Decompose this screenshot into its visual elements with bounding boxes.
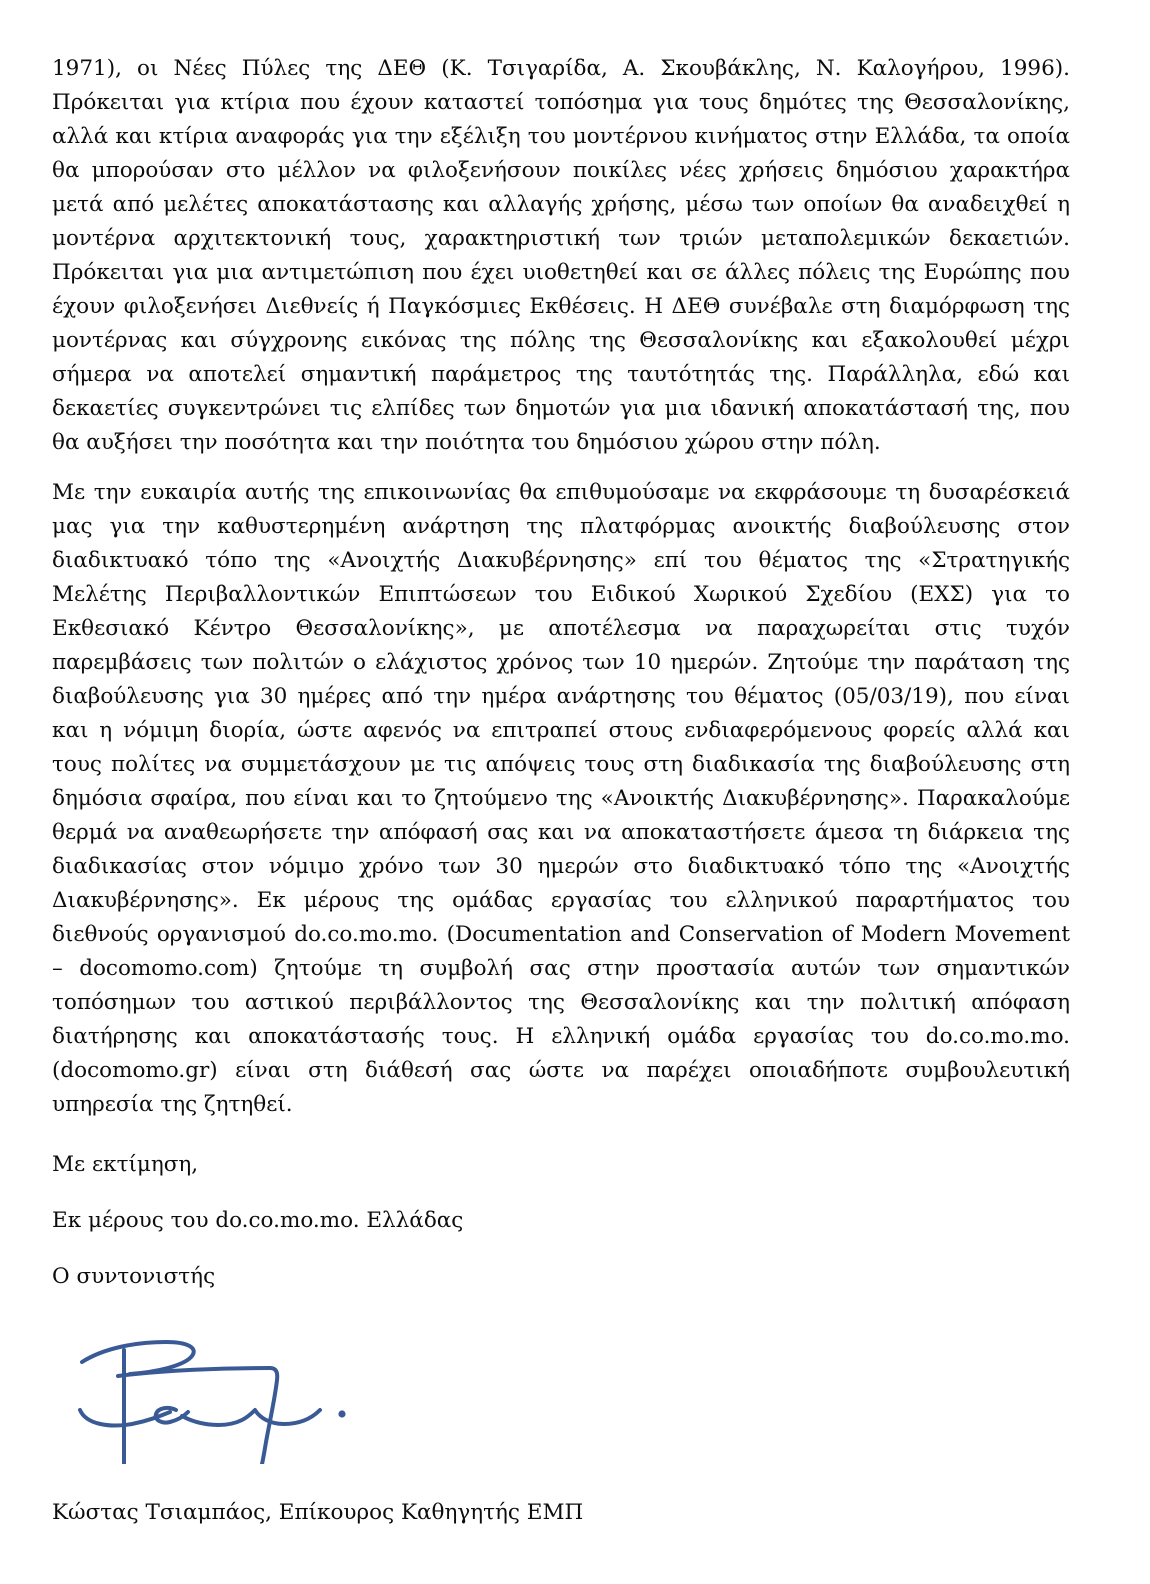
body-paragraph-2: Με την ευκαιρία αυτής της επικοινωνίας θα επιθυμούσαμε να εκφράσουμε τη δυσαρέσκειά μας για την καθυστερημένη ανάρτηση της πλατφόρμας ανοικτής διαβούλευσης στον διαδικτυακό τόπο της «Ανοιχτής Διακυβέρνησης» επί του θέματος της «Στρατηγικής Μελέτης Περιβαλλοντικών Επιπτώσεων του Ειδικού Χωρικού Σχεδίου (ΕΧΣ) για το Εκθεσιακό Κέντρο Θεσσαλονίκης», με αποτέλεσμα να παραχωρείται στις τυχόν παρεμβάσεις των πολιτών ο ελάχιστος χρόνος των 10 ημερών. Ζητούμε την παράταση της διαβούλευσης για 30 ημέρες από την ημέρα ανάρτησης του θέματος (05/03/19), που είναι και η νόμιμη διορία, ώστε αφενός να επιτραπεί στους ενδιαφερόμενους φορείς αλλά και τους πολίτες να συμμετάσχουν με τις απόψεις τους στη διαδικασία της διαβούλευσης στη δημόσια σφαίρα, που είναι και το ζητούμενο της «Ανοικτής Διακυβέρνησης». Παρακαλούμε θερμά να αναθεωρήσετε την απόφασή σας και να αποκαταστήσετε άμεσα τη διάρκεια της διαδικασίας στον νόμιμο χρόνο των 30 ημερών στο διαδικτυακό τόπο της «Ανοιχτής Διακυβέρνησης». Εκ μέρους της ομάδας εργασίας του ελληνικού παραρτήματος του διεθνούς οργανισμού do.co.mo.mo. (Documentation and Conservation of Modern Movement – docomomo.com) ζητούμε τη συμβολή σας στην προστασία αυτών των σημαντικών τοπόσημων του αστικού περιβάλλοντος της Θεσσαλονίκης και την πολιτική απόφαση διατήρησης και αποκατάστασής τους. Η ελληνική ομάδα εργασίας του do.co.mo.mo. (docomomo.gr) είναι στη διάθεσή σας ώστε να παρέχει οποιαδήποτε συμβουλευτική υπηρεσία της ζητηθεί.: [52, 480, 1070, 1117]
signer-name-line: Κώστας Τσιαμπάος, Επίκουρος Καθηγητής ΕΜΠ: [52, 1500, 584, 1525]
handwritten-signature-icon: [74, 1324, 374, 1464]
signature-area: [52, 1324, 1070, 1474]
role-line: Ο συντονιστής: [52, 1264, 216, 1289]
document-body: [52, 52, 1070, 1530]
valediction-line: Με εκτίμηση,: [52, 1152, 199, 1177]
body-paragraph-1: 1971), οι Νέες Πύλες της ΔΕΘ (Κ. Τσιγαρίδα, Α. Σκουβάκλης, Ν. Καλογήρου, 1996). Πρόκειται για κτίρια που έχουν καταστεί τοπόσημα για τους δημότες της Θεσσαλονίκης, αλλά και κτίρια αναφοράς για την εξέλιξη του μοντέρνου κινήματος στην Ελλάδα, τα οποία θα μπορούσαν στο μέλλον να φιλοξενήσουν ποικίλες νέες χρήσεις δημόσιου χαρακτήρα μετά από μελέτες αποκατάστασης και αλλαγής χρήσης, μέσω των οποίων θα αναδειχθεί η μοντέρνα αρχιτεκτονική τους, χαρακτηριστική των τριών μεταπολεμικών δεκαετιών. Πρόκειται για μια αντιμετώπιση που έχει υιοθετηθεί και σε άλλες πόλεις της Ευρώπης που έχουν φιλοξενήσει Διεθνείς ή Παγκόσμιες Εκθέσεις. Η ΔΕΘ συνέβαλε στη διαμόρφωση της μοντέρνας και σύγχρονης εικόνας της πόλης της Θεσσαλονίκης και εξακολουθεί μέχρι σήμερα να αποτελεί σημαντική παράμετρος της ταυτότητάς της. Παράλληλα, εδώ και δεκαετίες συγκεντρώνει τις ελπίδες των δημοτών για μια ιδανική αποκατάστασή της, που θα αυξήσει την ποσότητα και την ποιότητα του δημόσιου χώρου στην πόλη.: [52, 56, 1070, 455]
closing-block: [52, 1148, 1070, 1294]
on-behalf-of-line: Εκ μέρους του do.co.mo.mo. Ελλάδας: [52, 1208, 464, 1233]
